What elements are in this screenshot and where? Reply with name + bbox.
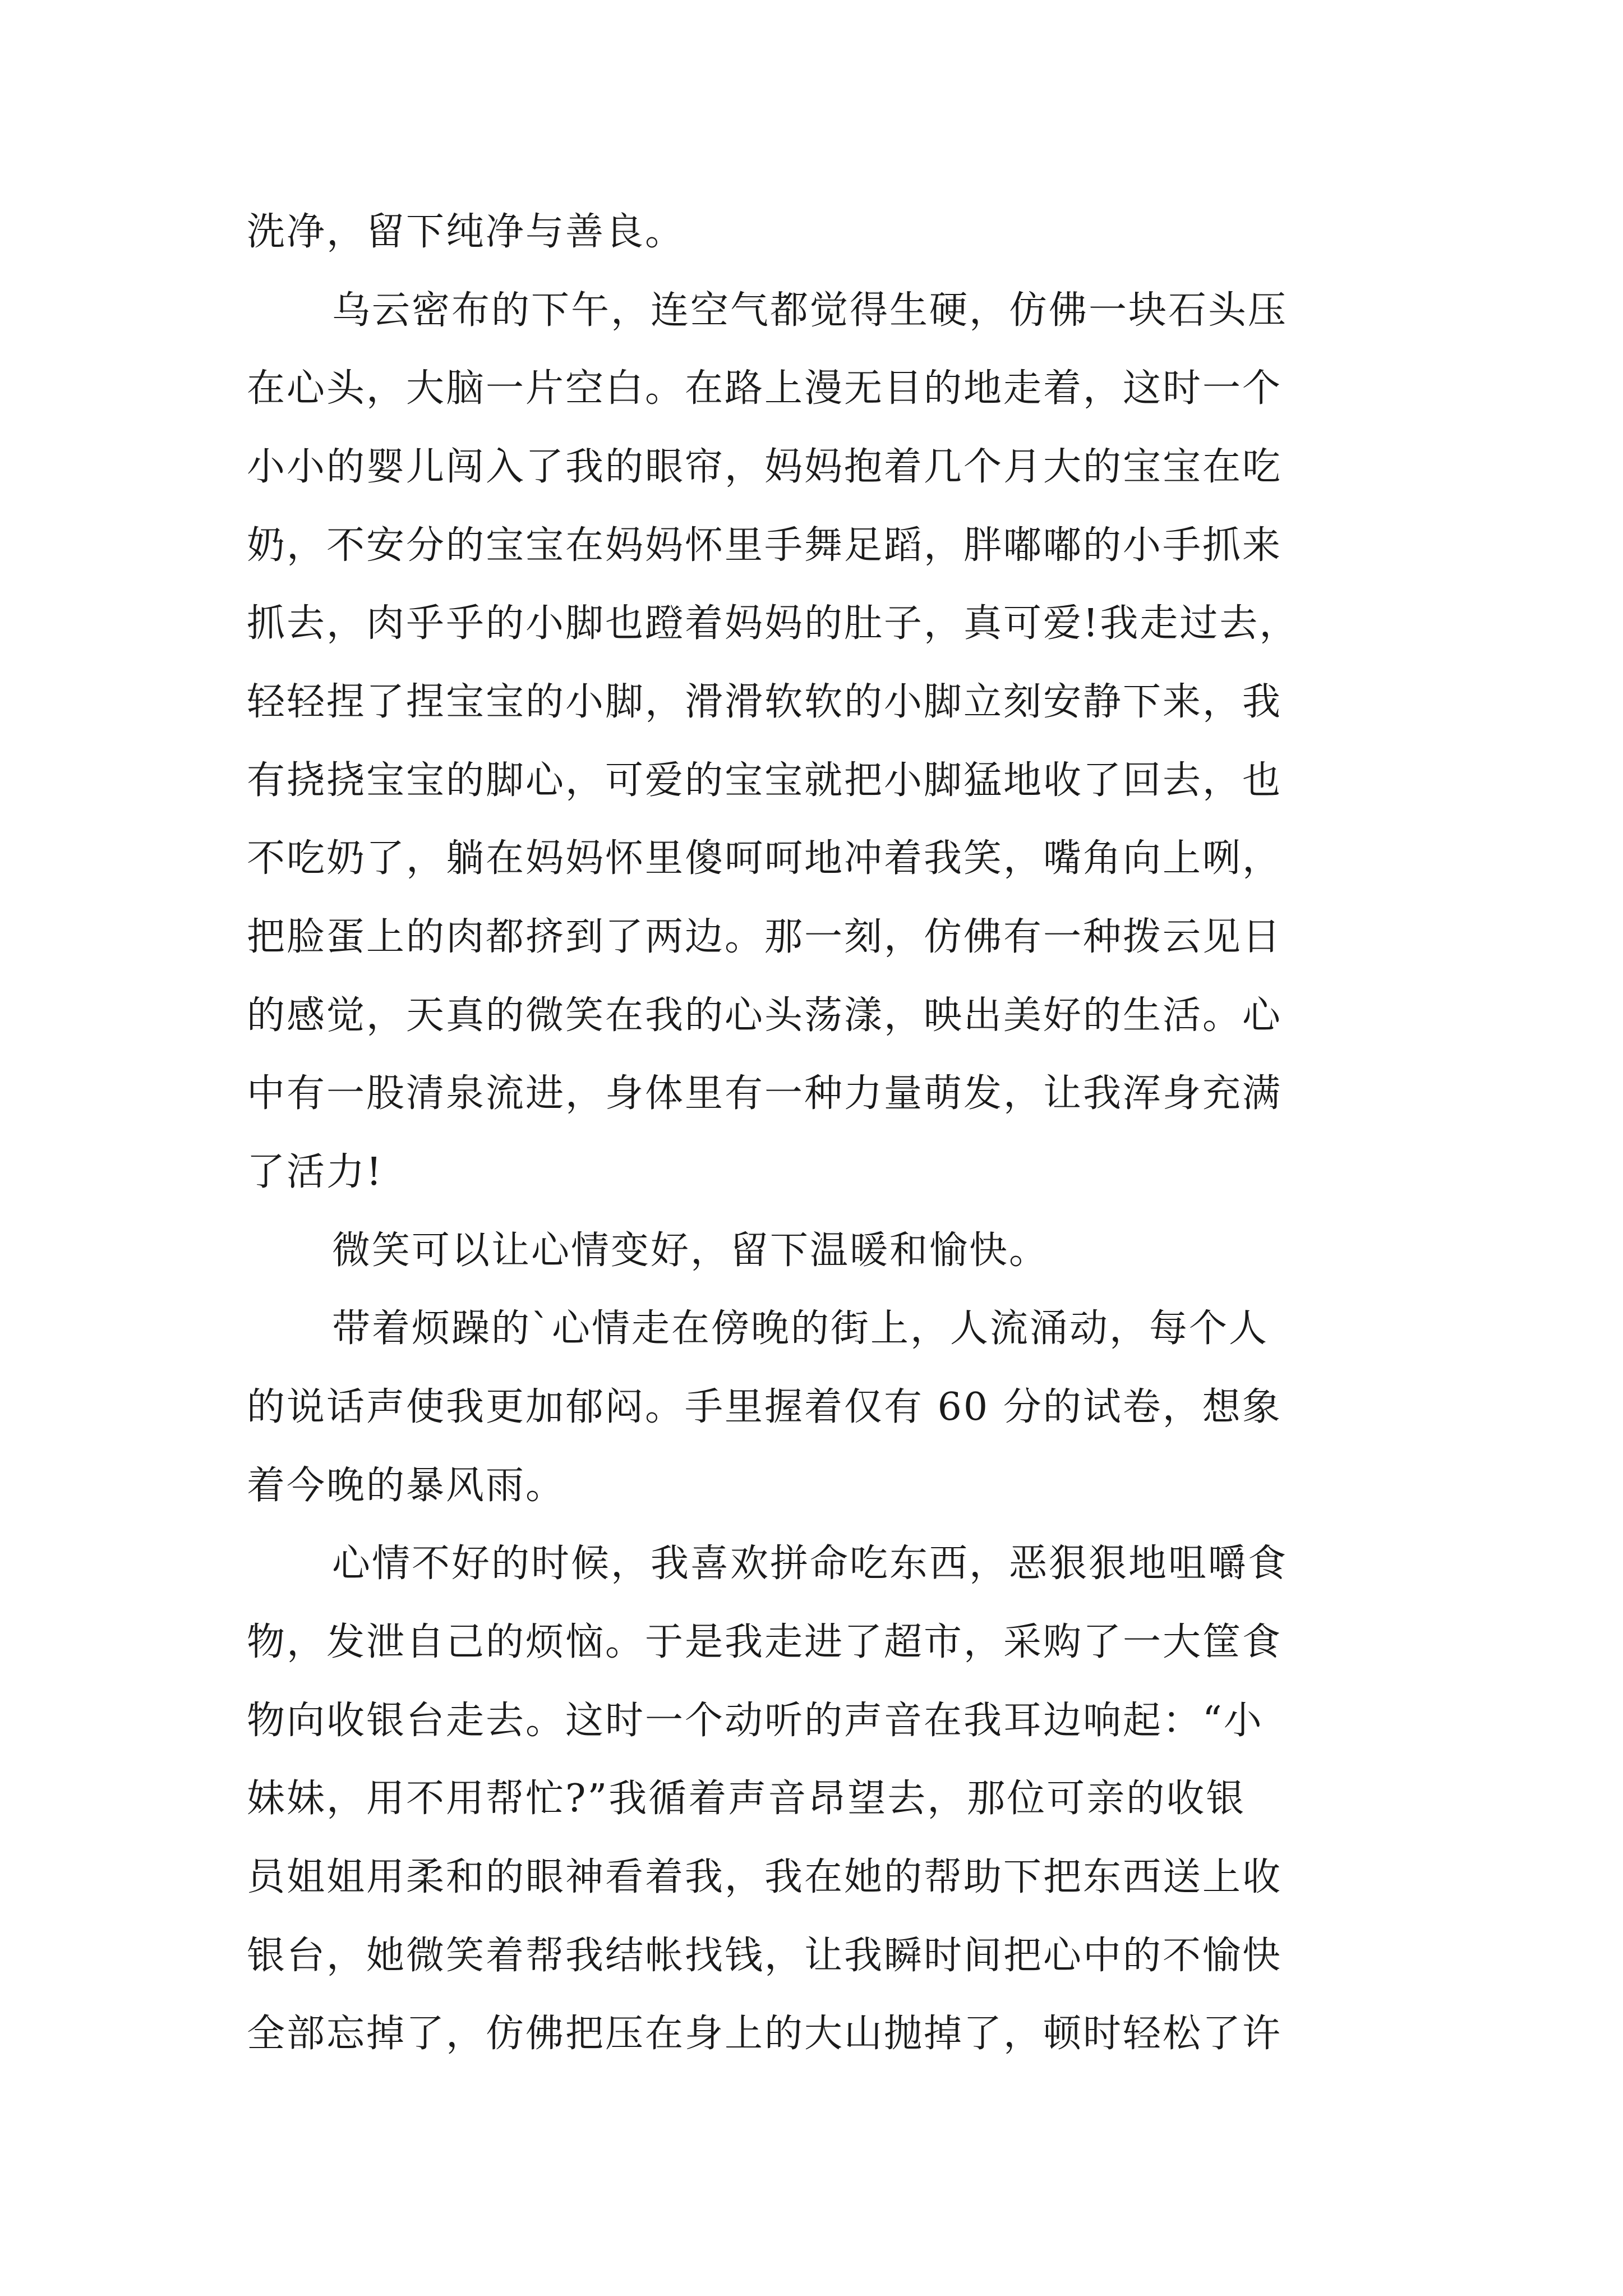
paragraph-start-line: 微笑可以让心情变好，留下温暖和愉快。 [332,1228,1049,1273]
text-line: 的说话声使我更加郁闷。手里握着仅有 60 分的试卷，想象 [247,1385,1282,1429]
text-line: 物，发泄自己的烦恼。于是我走进了超市，采购了一大筐食 [247,1620,1283,1664]
text-line: 小小的婴儿闯入了我的眼帘，妈妈抱着几个月大的宝宝在吃 [247,445,1283,489]
text-line: 不吃奶了，躺在妈妈怀里傻呵呵地冲着我笑，嘴角向上咧， [247,836,1283,881]
paragraph-start-line: 乌云密布的下午，连空气都觉得生硬，仿佛一块石头压 [332,288,1288,333]
text-line: 妹妹，用不用帮忙?”我循着声音昂望去，那位可亲的收银 [247,1777,1246,1821]
text-line: 洗净，留下纯净与善良。 [247,210,685,254]
text-line: 着今晚的暴风雨。 [247,1464,566,1508]
text-line: 把脸蛋上的肉都挤到了两边。那一刻，仿佛有一种拨云见日 [247,915,1283,959]
text-line: 中有一股清泉流进，身体里有一种力量萌发，让我浑身充满 [247,1071,1283,1116]
text-line: 有挠挠宝宝的脚心，可爱的宝宝就把小脚猛地收了回去，也 [247,758,1283,803]
text-line: 在心头，大脑一片空白。在路上漫无目的地走着，这时一个 [247,366,1283,411]
text-line: 的感觉，天真的微笑在我的心头荡漾，映出美好的生活。心 [247,993,1283,1038]
text-line: 物向收银台走去。这时一个动听的声音在我耳边响起：“小 [247,1699,1264,1743]
text-line: 轻轻捏了捏宝宝的小脚，滑滑软软的小脚立刻安静下来，我 [247,680,1283,724]
text-line: 了活力! [247,1150,384,1194]
text-line: 员姐姐用柔和的眼神看着我，我在她的帮助下把东西送上收 [247,1855,1283,1899]
text-line: 银台，她微笑着帮我结帐找钱，让我瞬时间把心中的不愉快 [247,1934,1283,1978]
paragraph-start-line: 心情不好的时候，我喜欢拼命吃东西，恶狠狠地咀嚼食 [332,1542,1288,1586]
paragraph-start-line: 带着烦躁的`心情走在傍晚的街上，人流涌动，每个人 [332,1306,1269,1351]
text-line: 全部忘掉了，仿佛把压在身上的大山抛掉了，顿时轻松了许 [247,2012,1283,2056]
text-line: 抓去，肉乎乎的小脚也蹬着妈妈的肚子，真可爱!我走过去， [247,601,1299,646]
text-line: 奶，不安分的宝宝在妈妈怀里手舞足蹈，胖嘟嘟的小手抓来 [247,523,1283,568]
